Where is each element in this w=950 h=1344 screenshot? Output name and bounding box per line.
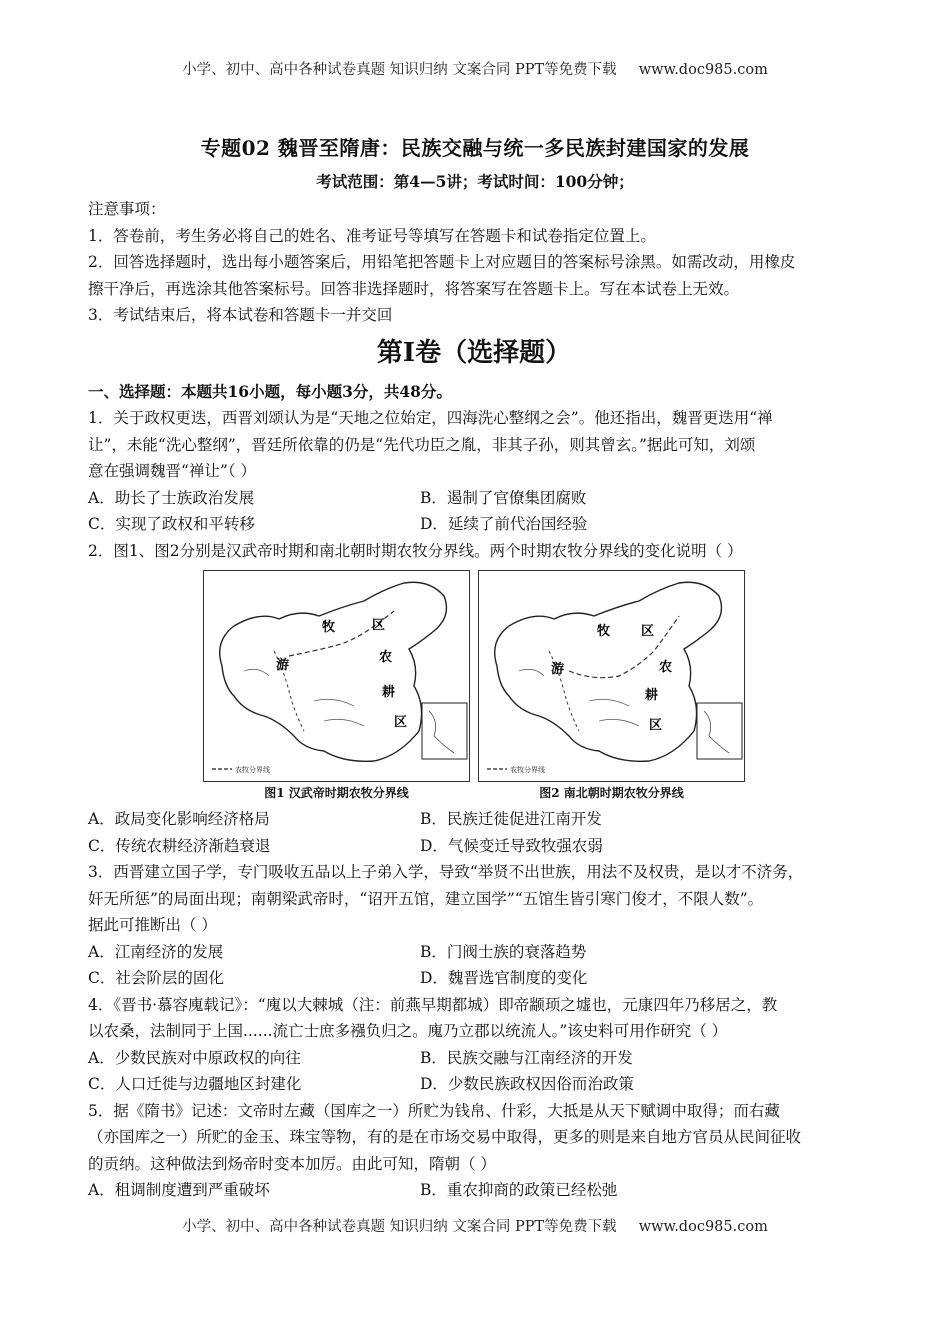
- figure-captions: [88, 782, 860, 804]
- page-footer: [0, 1215, 950, 1236]
- map-label: 牧: [597, 624, 611, 639]
- option-d[interactable]: D．少数民族政权因俗而治政策: [420, 1075, 634, 1093]
- options: [88, 806, 860, 859]
- option-a[interactable]: A．江南经济的发展: [88, 942, 224, 961]
- note-item: 1．答卷前，考生务必将自己的姓名、准考证号等填写在答题卡和试卷指定位置上。: [88, 226, 656, 245]
- question-text: 让”，未能“洗心整纲”，晋廷所依靠的仍是“先代功臣之胤，非其子孙，则其曾玄。”据此可知，刘颂: [88, 435, 756, 454]
- option-d[interactable]: D．魏晋选官制度的变化: [420, 969, 588, 987]
- question-3: [88, 859, 860, 992]
- figure-caption-2: 图2 南北朝时期农牧分界线: [539, 786, 684, 800]
- note-item: 2．回答选择题时，选出每小题答案后，用铅笔把答题卡上对应题目的答案标号涂黑。如需改动，用橡皮: [88, 253, 796, 271]
- map-label: 区: [394, 715, 408, 730]
- notes-heading: 注意事项：: [88, 200, 166, 218]
- note-item: 擦干净后，再选涂其他答案标号。回答非选择题时，将答案写在答题卡上。写在本试卷上无效。: [88, 279, 740, 298]
- question-5: [88, 1098, 860, 1204]
- map-label: 农: [659, 660, 673, 675]
- map-label: 游: [276, 658, 290, 673]
- options: [88, 485, 860, 538]
- option-b[interactable]: B．遏制了官僚集团腐败: [420, 488, 587, 507]
- option-b[interactable]: B．民族迁徙促进江南开发: [420, 810, 602, 828]
- map-label: 区: [649, 718, 663, 733]
- question-text: 5．据《隋书》记述：文帝时左藏（国库之一）所贮为钱帛、什彩，大抵是从天下赋调中取得；而右藏: [88, 1101, 780, 1120]
- map-legend: 农牧分界线: [235, 766, 270, 774]
- map-label: 区: [372, 618, 386, 633]
- map-label: 耕: [382, 685, 396, 700]
- question-1: [88, 405, 860, 538]
- question-text: 以农桑，法制同于上国......流亡士庶多襁负归之。廆乃立郡以统流人。”该史料可用作研究（ ）: [88, 1022, 728, 1040]
- question-text: 2．图1、图2分别是汉武帝时期和南北朝时期农牧分界线。两个时期农牧分界线的变化说明（ ）: [88, 541, 743, 560]
- page-title: 专题02 魏晋至隋唐：民族交融与统一多民族封建国家的发展: [200, 136, 750, 160]
- map-figure-2: [478, 570, 745, 782]
- map-label: 耕: [645, 688, 659, 703]
- map-label: 区: [641, 624, 655, 639]
- question-text: 的贡纳。这种做法到炀帝时变本加厉。由此可知，隋朝（ ）: [88, 1154, 496, 1173]
- option-c[interactable]: C．传统农耕经济渐趋衰退: [88, 836, 271, 855]
- option-a[interactable]: A．少数民族对中原政权的向往: [88, 1048, 301, 1067]
- question-2: [88, 538, 860, 860]
- options: [88, 1045, 860, 1098]
- map-label: 牧: [322, 620, 336, 635]
- options: [88, 939, 860, 992]
- page-header: [0, 58, 950, 79]
- option-d[interactable]: D．气候变迁导致牧强农弱: [420, 836, 603, 855]
- map-label: 游: [551, 662, 565, 677]
- option-a[interactable]: A．租调制度遭到严重破坏: [88, 1181, 270, 1199]
- option-b[interactable]: B．门阀士族的衰落趋势: [420, 942, 587, 961]
- question-text: 奸无所惩”的局面出现；南朝梁武帝时，“诏开五馆，建立国学”“五馆生皆引寒门俊才，不限人数”。: [88, 889, 764, 908]
- footer-text: 小学、初中、高中各种试卷真题 知识归纳 文案合同 PPT等免费下载: [182, 1219, 617, 1235]
- question-text: 1．关于政权更迭，西晋刘颂认为是“天地之位始定，四海洗心整纲之会”。他还指出，魏晋更迭用“禅: [88, 409, 773, 427]
- option-a[interactable]: A．助长了士族政治发展: [88, 488, 255, 507]
- option-c[interactable]: C．人口迁徙与边疆地区封建化: [88, 1075, 302, 1093]
- china-map-1: [204, 571, 469, 781]
- question-text: 据此可推断出（ ）: [88, 916, 217, 934]
- note-item: 3．考试结束后，将本试卷和答题卡一并交回: [88, 306, 393, 324]
- question-text: （亦国库之一）所贮的金玉、珠宝等物，有的是在市场交易中取得，更多的则是来自地方官员从民间征收: [88, 1128, 802, 1146]
- map-figures: [88, 570, 860, 782]
- header-text: 小学、初中、高中各种试卷真题 知识归纳 文案合同 PPT等免费下载: [182, 62, 617, 78]
- option-b[interactable]: B．重农抑商的政策已经松弛: [420, 1181, 618, 1199]
- option-d[interactable]: D．延续了前代治国经验: [420, 515, 588, 533]
- question-text: 4．《晋书·慕容廆载记》：“廆以大棘城（注：前燕早期都城）即帝颛顼之墟也，元康四年乃移居之，教: [88, 995, 778, 1014]
- volume-title: 第I卷（选择题）: [376, 337, 572, 368]
- map-figure-1: [203, 570, 470, 782]
- map-legend: 农牧分界线: [510, 766, 545, 774]
- question-text: 3．西晋建立国子学，专门吸收五品以上子弟入学，导致“举贤不出世族，用法不及权贵，是以才不济务，: [88, 863, 804, 881]
- option-c[interactable]: C．实现了政权和平转移: [88, 515, 255, 533]
- footer-site-link[interactable]: www.doc985.com: [638, 1219, 768, 1235]
- option-a[interactable]: A．政局变化影响经济格局: [88, 810, 270, 828]
- option-c[interactable]: C．社会阶层的固化: [88, 969, 224, 987]
- section-title: 一、选择题：本题共16小题，每小题3分，共48分。: [88, 381, 452, 401]
- option-b[interactable]: B．民族交融与江南经济的开发: [420, 1048, 633, 1067]
- question-4: [88, 992, 860, 1098]
- map-label: 农: [379, 650, 393, 665]
- exam-scope: 考试范围：第4—5讲；考试时间：100分钟；: [316, 172, 634, 191]
- exam-content: [88, 196, 860, 1204]
- header-site-link[interactable]: www.doc985.com: [638, 62, 768, 78]
- china-map-2: [479, 571, 744, 781]
- figure-caption-1: 图1 汉武帝时期农牧分界线: [264, 786, 409, 800]
- options: [88, 1177, 860, 1204]
- question-text: 意在强调魏晋“禅让”（ ）: [88, 462, 257, 480]
